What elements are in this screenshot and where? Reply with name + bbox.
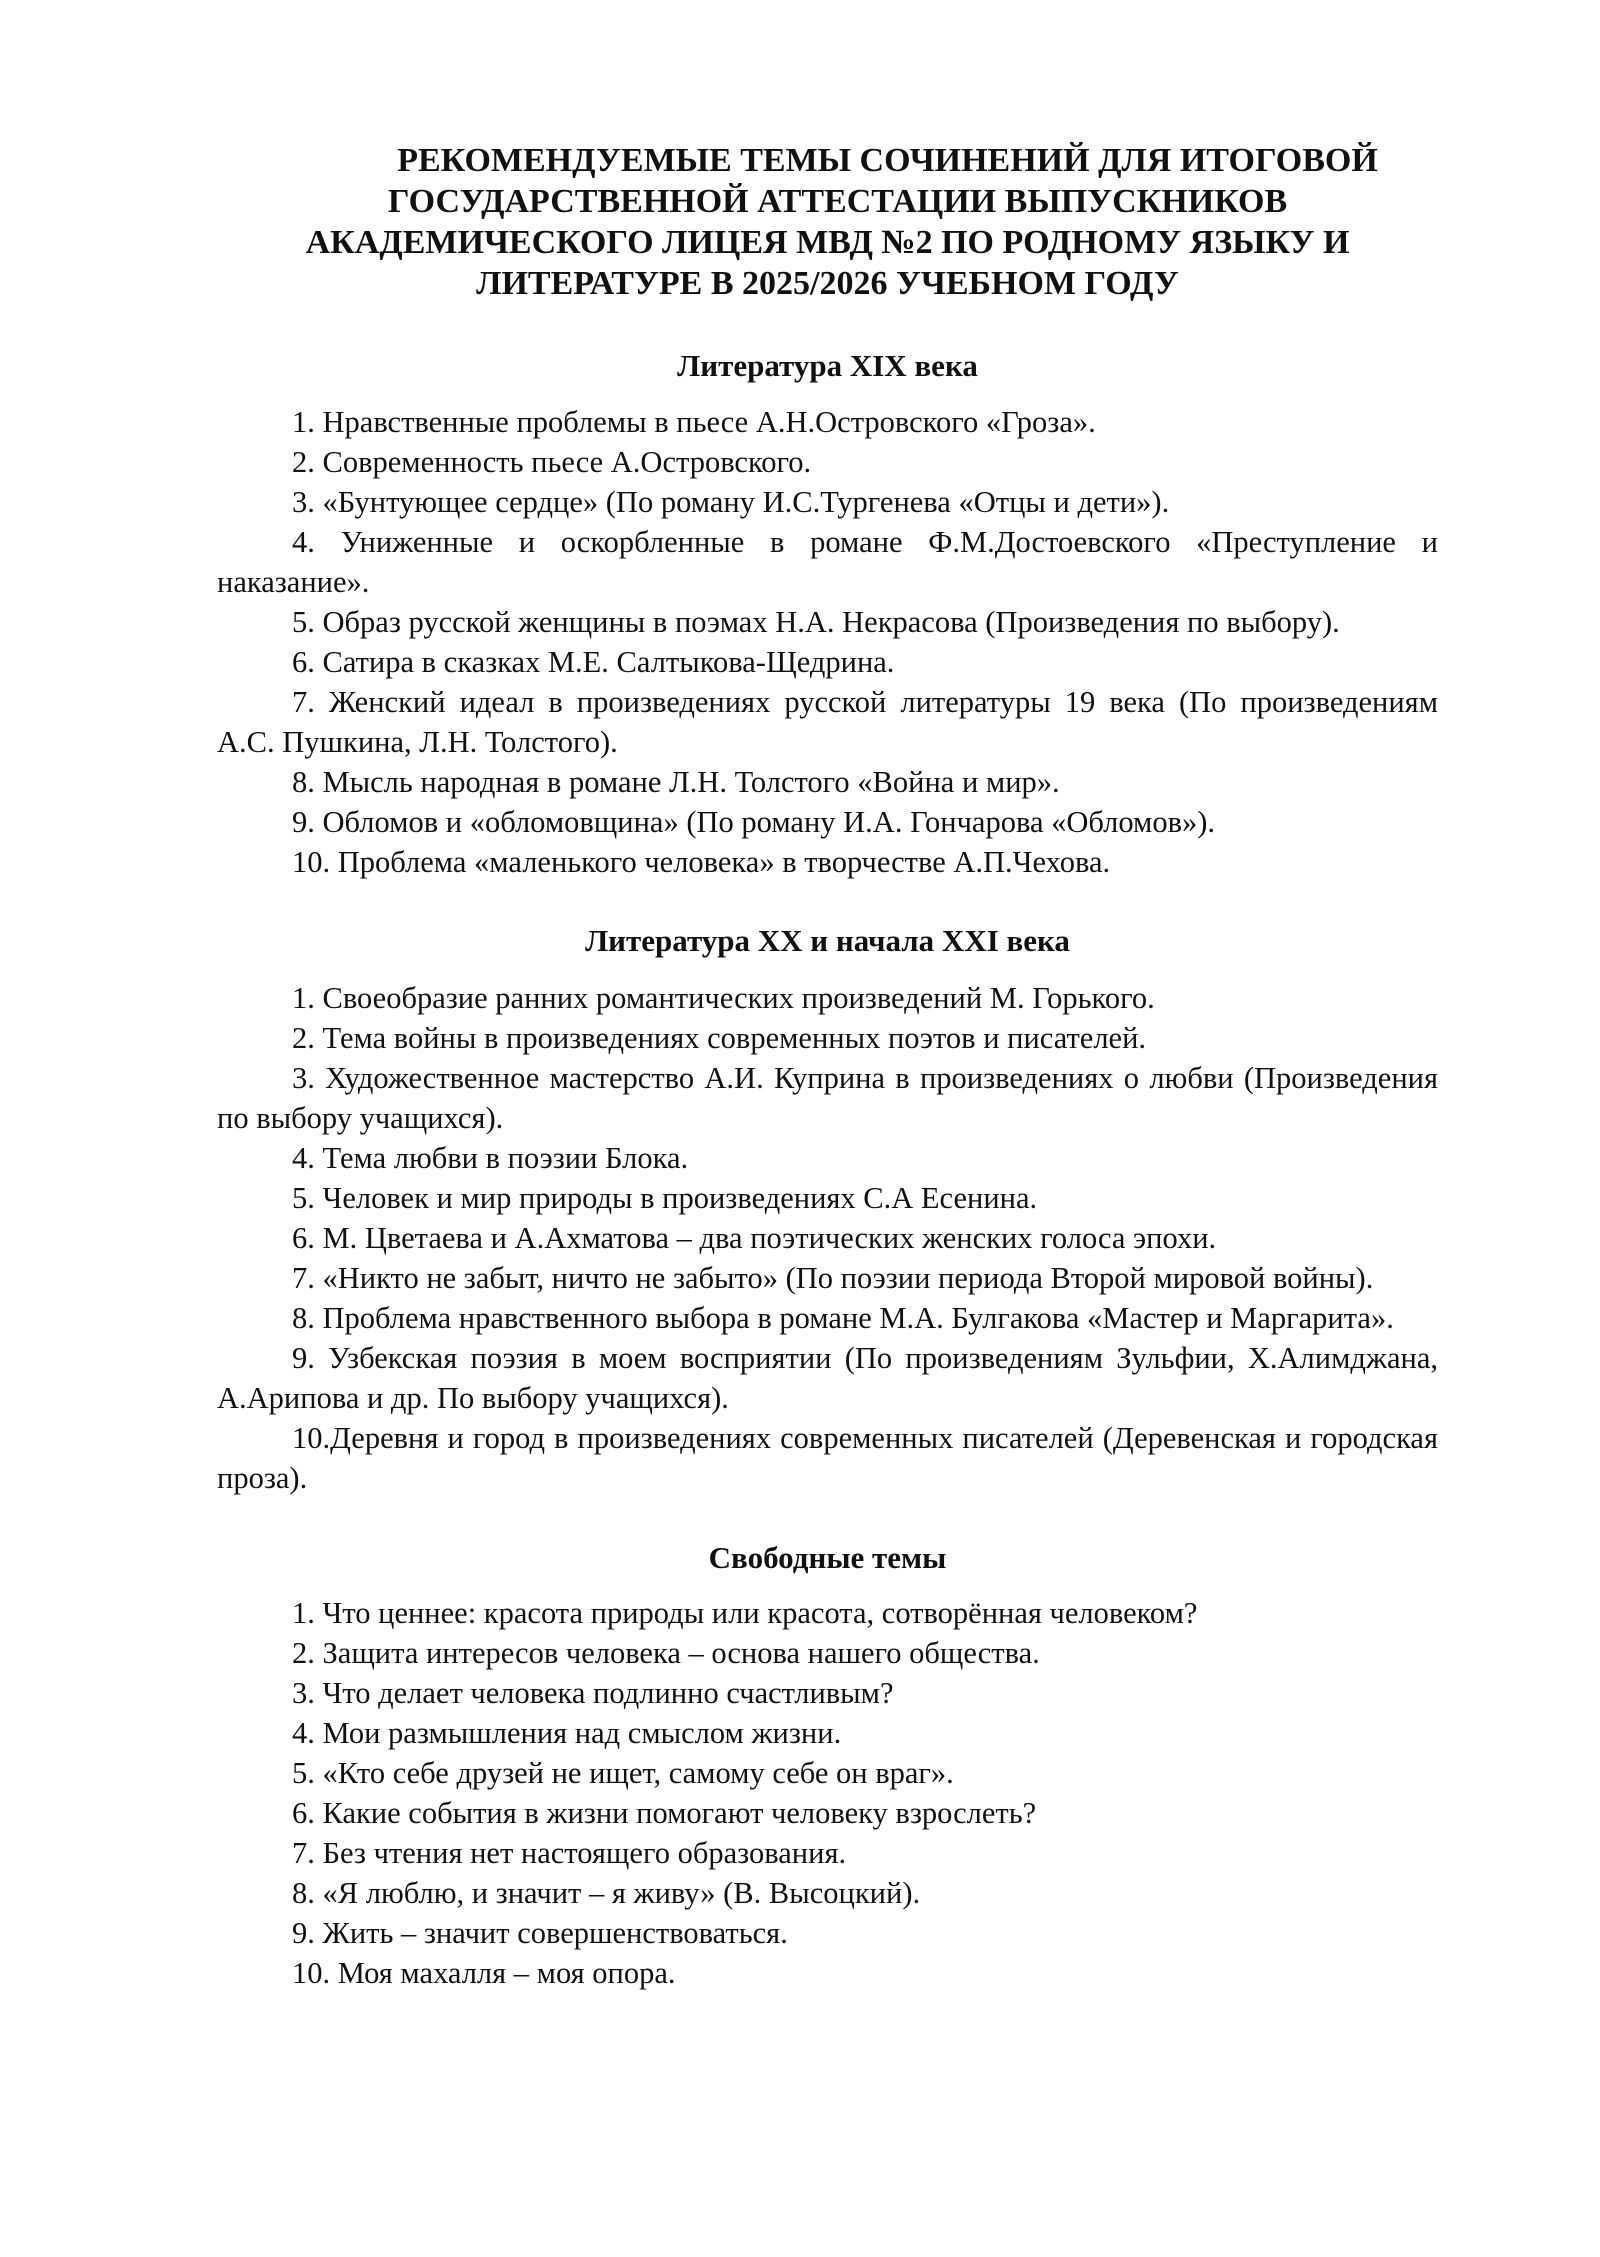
- title-line: РЕКОМЕНДУЕМЫЕ ТЕМЫ СОЧИНЕНИЙ ДЛЯ ИТОГОВОЙ: [397, 142, 1378, 179]
- topic-item: 3. «Бунтующее сердце» (По роману И.С.Тургенева «Отцы и дети»).: [292, 485, 1170, 519]
- section-heading: Свободные темы: [708, 1540, 947, 1575]
- section-literature-19th-century: [217, 346, 1438, 882]
- topic-item: 8. Мысль народная в романе Л.Н. Толстого «Война и мир».: [292, 765, 1060, 799]
- topic-item: 2. Тема войны в произведениях современных поэтов и писателей.: [292, 1021, 1147, 1055]
- topic-item: 8. «Я люблю, и значит – я живу» (В. Высоцкий).: [292, 1876, 921, 1910]
- topic-item: 10.Деревня и город в произведениях современных писателей (Деревенская и городская проза).: [217, 1421, 1438, 1495]
- topic-item: 5. «Кто себе друзей не ищет, самому себе он враг».: [292, 1756, 954, 1790]
- section-literature-20th-21st-century: [217, 921, 1438, 1498]
- topic-list: [217, 978, 1438, 1498]
- topic-item: 6. М. Цветаева и А.Ахматова – два поэтических женских голоса эпохи.: [292, 1221, 1217, 1255]
- topic-item: 1. Что ценнее: красота природы или красота, сотворённая человеком?: [292, 1596, 1198, 1630]
- topic-item: 2. Современность пьесе А.Островского.: [292, 445, 812, 479]
- section-heading: Литература XX и начала XXI века: [585, 923, 1070, 958]
- topic-item: 9. Жить – значит совершенствоваться.: [292, 1916, 788, 1950]
- document-title: [217, 140, 1438, 304]
- topic-item: 9. Обломов и «обломовщина» (По роману И.А. Гончарова «Обломов»).: [292, 805, 1216, 839]
- topic-item: 8. Проблема нравственного выбора в романе М.А. Булгакова «Мастер и Маргарита».: [292, 1301, 1394, 1335]
- title-line: ГОСУДАРСТВЕННОЙ АТТЕСТАЦИИ ВЫПУСКНИКОВ: [387, 183, 1288, 220]
- topic-item: 7. Без чтения нет настоящего образования.: [292, 1836, 847, 1870]
- topic-item: 3. Что делает человека подлинно счастливым?: [292, 1676, 894, 1710]
- topic-item: 1. Своеобразие ранних романтических произведений М. Горького.: [292, 981, 1155, 1015]
- topic-item: 5. Человек и мир природы в произведениях С.А Есенина.: [292, 1181, 1038, 1215]
- topic-item: 3. Художественное мастерство А.И. Куприна в произведениях о любви (Произведения по выбору учащихся).: [217, 1061, 1438, 1135]
- topic-item: 1. Нравственные проблемы в пьесе А.Н.Островского «Гроза».: [292, 405, 1096, 439]
- topic-item: 4. Тема любви в поэзии Блока.: [292, 1141, 689, 1175]
- topic-list: [217, 402, 1438, 882]
- title-line: ЛИТЕРАТУРЕ В 2025/2026 УЧЕБНОМ ГОДУ: [476, 265, 1179, 302]
- topic-item: 5. Образ русской женщины в поэмах Н.А. Некрасова (Произведения по выбору).: [292, 605, 1340, 639]
- topic-item: 6. Сатира в сказках М.Е. Салтыкова-Щедрина.: [292, 645, 895, 679]
- topic-item: 4. Униженные и оскорбленные в романе Ф.М.Достоевского «Преступление и наказание».: [217, 525, 1438, 599]
- topic-item: 7. Женский идеал в произведениях русской литературы 19 века (По произведениям А.С. Пушкина, Л.Н. Толстого).: [217, 685, 1438, 759]
- topic-item: 7. «Никто не забыт, ничто не забыто» (По поэзии периода Второй мировой войны).: [292, 1261, 1374, 1295]
- section-free-topics: [217, 1538, 1438, 1993]
- topic-item: 10. Моя махалля – моя опора.: [292, 1956, 676, 1990]
- topic-item: 6. Какие события в жизни помогают человеку взрослеть?: [292, 1796, 1037, 1830]
- topic-item: 4. Мои размышления над смыслом жизни.: [292, 1716, 842, 1750]
- topic-list: [217, 1593, 1438, 1993]
- topic-item: 9. Узбекская поэзия в моем восприятии (По произведениям Зульфии, Х.Алимджана, А.Арипова и др. По выбору учащихся).: [217, 1341, 1438, 1415]
- topic-item: 2. Защита интересов человека – основа нашего общества.: [292, 1636, 1040, 1670]
- section-heading: Литература XIX века: [677, 348, 978, 383]
- topic-item: 10. Проблема «маленького человека» в творчестве А.П.Чехова.: [292, 845, 1111, 879]
- document-page: [217, 140, 1438, 1993]
- title-line: АКАДЕМИЧЕСКОГО ЛИЦЕЯ МВД №2 ПО РОДНОМУ ЯЗЫКУ И: [305, 224, 1350, 261]
